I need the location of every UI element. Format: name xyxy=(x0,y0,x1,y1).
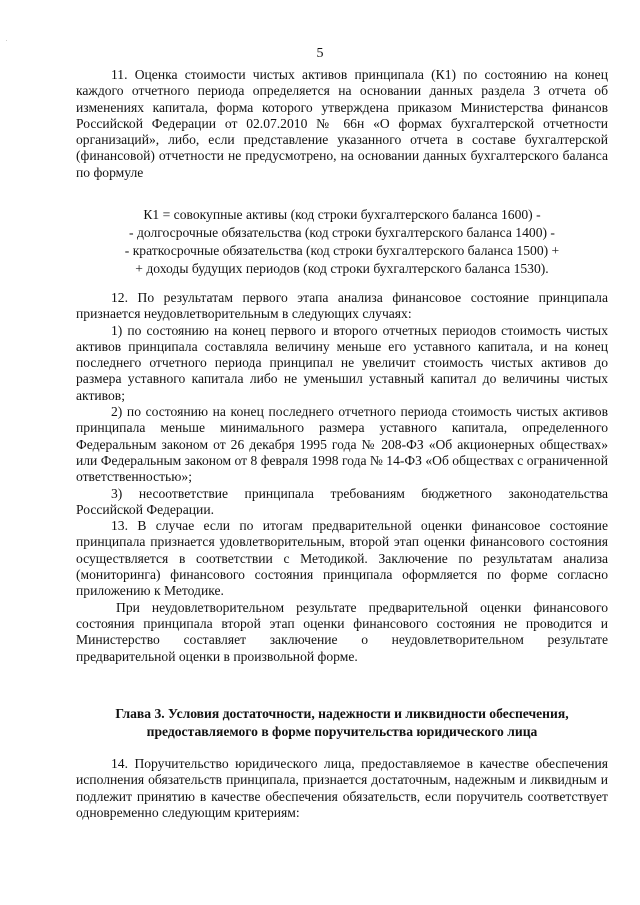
formula-line-2: - долгосрочные обязательства (код строки бухгалтерского баланса 1400) - xyxy=(129,225,555,240)
formula-line-3: - краткосрочные обязательства (код строки бухгалтерского баланса 1500) + xyxy=(124,243,560,258)
paragraph-12-item-3: 3) несоответствие принципала требованиям бюджетного законодательства Российской Федерации. xyxy=(76,485,608,517)
scan-artifact xyxy=(6,40,7,41)
chapter-3-heading xyxy=(76,705,608,741)
paragraph-12-item-2: 2) по состоянию на конец последнего отчетного периода стоимость чистых активов принципала меньше минимального размера уставного капитала, определенного Федеральным законом от 26 декабря 1995 года № 208-ФЗ «Об акционерных обществах» или Федеральным законом от 8 февраля 1998 года № 14-ФЗ «Об обществах с ограниченной ответственностью»; xyxy=(76,404,608,485)
chapter-3-heading-line-2: предоставляемого в форме поручительства юридического лица xyxy=(146,724,538,739)
chapter-3-heading-line-1: Глава 3. Условия достаточности, надежности и ликвидности обеспечения, xyxy=(115,706,569,721)
page-number: 5 xyxy=(316,46,324,61)
paragraph-11: 11. Оценка стоимости чистых активов принципала (К1) по состоянию на конец каждого отчетного периода определяется на основании данных раздела 3 отчета об изменениях капитала, форма которого утверждена приказом Министерства финансов Российской Федерации от 02.07.2010 № 66н «О формах бухгалтерской отчетности организаций», либо, если представление указанного отчета в составе бухгалтерской (финансовой) отчетности не предусмотрено, на основании данных бухгалтерского баланса по формуле xyxy=(76,67,608,180)
formula-line-4: + доходы будущих периодов (код строки бухгалтерского баланса 1530). xyxy=(135,261,549,276)
paragraph-12-block xyxy=(76,290,608,665)
formula-line-1: К1 = совокупные активы (код строки бухгалтерского баланса 1600) - xyxy=(143,207,541,222)
paragraph-13-continued: При неудовлетворительном результате предварительной оценки финансового состояния принципала второй этап оценки финансового состояния не проводится и Министерство составляет заключение о неудовлетворительном результате предварительной оценки в произвольной форме. xyxy=(76,599,608,664)
paragraph-14-block xyxy=(76,756,608,821)
k1-formula xyxy=(76,206,608,278)
paragraph-11-block xyxy=(76,67,608,181)
paragraph-14: 14. Поручительство юридического лица, предоставляемое в качестве обеспечения исполнения обязательств принципала, признается достаточным, надежным и ликвидным и подлежит принятию в качестве обеспечения обязательств, если поручитель соответствует одновременно следующим критериям: xyxy=(76,756,608,820)
paragraph-12: 12. По результатам первого этапа анализа финансовое состояние принципала признается неудовлетворительным в следующих случаях: xyxy=(76,290,608,322)
paragraph-13: 13. В случае если по итогам предварительной оценки финансовое состояние принципала признается удовлетворительным, второй этап оценки финансового состояния осуществляется в соответствии с Методикой. Заключение по результатам анализа (мониторинга) финансового состояния принципала оформляется по форме согласно приложению к Методике. xyxy=(76,518,608,599)
paragraph-12-item-1: 1) по состоянию на конец первого и второго отчетных периодов стоимость чистых активов принципала составляла величину меньше его уставного капитала, и на конец последнего отчетного периода принципал не увеличит стоимость чистых активов до размера уставного капитала либо не уменьшил уставный капитал до величины чистых активов; xyxy=(76,322,608,403)
